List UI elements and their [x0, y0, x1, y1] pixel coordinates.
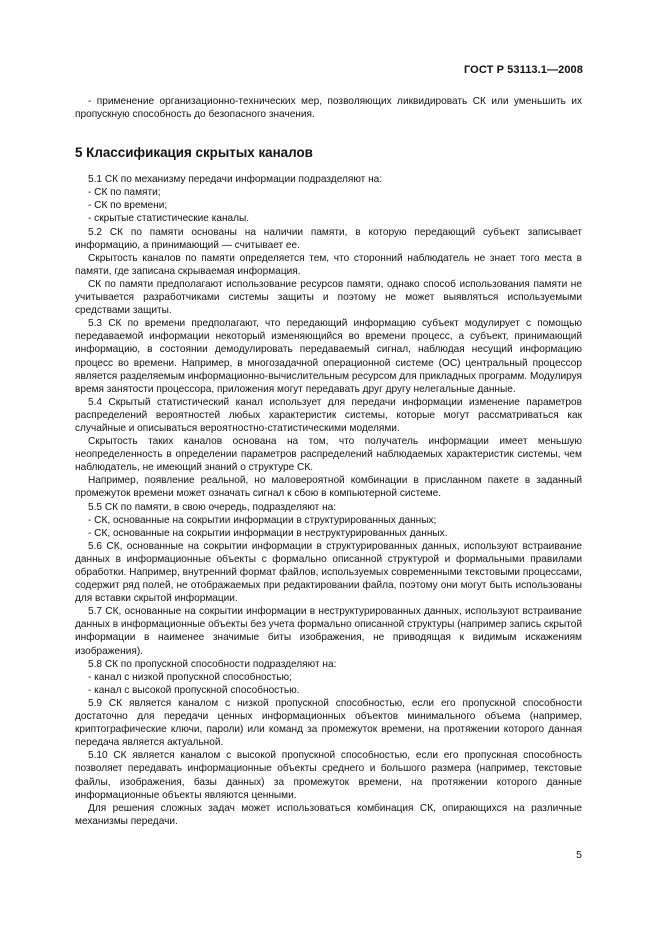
list-item: - канал с высокой пропускной способностью. [88, 684, 300, 696]
paragraph: Например, появление реальной, но маловероятной комбинации в присланном пакете в заданный промежуток времени может означать сигнал к сбою в компьютерной системе. [75, 475, 582, 500]
section-body [75, 173, 582, 828]
list-item: - скрытые статистические каналы. [88, 213, 250, 225]
list-item: - канал с низкой пропускной способностью; [88, 671, 292, 683]
paragraph-5-8: 5.8 СК по пропускной способности подразделяют на: [88, 658, 337, 670]
paragraph-5-7: 5.7 СК, основанные на сокрытии информации в неструктурированных данных, используют встраивание данных в информационные объекты без учета формально описанной структуры (например запись скрытой информации в наименее значимые биты изображения, не приводящая к видимым искажениям изображения). [75, 606, 582, 657]
list-item: - СК, основанные на сокрытии информации в структурированных данных; [88, 514, 437, 526]
intro-paragraph: - применение организационно-технических мер, позволяющих ликвидировать СК или уменьшить их пропускную способность до безопасного значения. [75, 96, 582, 121]
list-item: - СК по времени; [88, 200, 168, 212]
document-code: ГОСТ Р 53113.1—2008 [463, 64, 583, 76]
paragraph-5-5: 5.5 СК по памяти, в свою очередь, подразделяют на: [88, 501, 337, 513]
paragraph-5-4: 5.4 Скрытый статистический канал использует для передачи информации изменение параметров распределений вероятностей любых характеристик системы, которые могут рассматриваться как случайные и описываться вероятностно-статистическими моделями. [75, 396, 582, 434]
list-item: - СК по памяти; [88, 187, 161, 199]
paragraph: Скрытость таких каналов основана на том, что получатель информации имеет меньшую неопределенность в определении параметров распределений наблюдаемых характеристик системы, чем наблюдатель, не имеющий знаний о структуре СК. [75, 436, 582, 474]
page-number: 5 [576, 849, 582, 861]
paragraph: Для решения сложных задач может использоваться комбинация СК, опирающихся на различные механизмы передачи. [75, 802, 582, 827]
paragraph-5-9: 5.9 СК является каналом с низкой пропускной способностью, если его пропускной способности достаточно для передачи ценных информационных объектов минимального объема (например, криптографические ключи, пароли) или команд за промежуток времени, на протяжении которого данная передача является актуальной. [75, 697, 582, 749]
section-title: 5 Классификация скрытых каналов [75, 145, 313, 161]
paragraph-5-10: 5.10 СК является каналом с высокой пропускной способностью, если его пропускная способность позволяет передавать информационные объекты среднего и большого размера (например, текстовые файлы, изображения, базы данных) за промежуток времени, на протяжении которого данные информационные объекты являются ценными. [75, 750, 582, 801]
paragraph: Скрытость каналов по памяти определяется тем, что сторонний наблюдатель не знает того места в памяти, где записана скрываемая информация. [75, 252, 582, 277]
page-body [75, 95, 582, 828]
paragraph-5-6: 5.6 СК, основанные на сокрытии информации в структурированных данных, используют встраивание данных в информационные объекты с формально описанной структурой и формальными правилами обработки. Например, внутренний формат файлов, используемых современными текстовыми процессами, содержит ряд полей, не отображаемых при редактировании файла, поэтому они могут быть использованы для вставки скрытой информации. [75, 540, 582, 605]
paragraph-5-2: 5.2 СК по памяти основаны на наличии памяти, в которую передающий субъект записывает информацию, а принимающий — считывает ее. [75, 226, 582, 251]
paragraph-5-1: 5.1 СК по механизму передачи информации подразделяют на: [88, 174, 383, 186]
list-item: - СК, основанные на сокрытии информации в неструктурированных данных. [88, 527, 448, 539]
paragraph: СК по памяти предполагают использование ресурсов памяти, однако способ использования памяти не учитывается разработчиками системы защиты и поэтому не может выявляться используемыми средствами защиты. [75, 278, 582, 317]
paragraph-5-3: 5.3 СК по времени предполагают, что передающий информацию субъект модулирует с помощью передаваемой информации некоторый изменяющийся во времени процесс, а субъект, принимающий информацию, в состоянии демодулировать передаваемый сигнал, наблюдая несущий информацию процесс во времени. Например, в многозадачной операционной системе (ОС) центральный процессор является разделяемым информационно-вычислительным ресурсом для прикладных программ. Модулируя время занятости процессора, приложения могут передавать друг другу нелегальные данные. [75, 318, 582, 395]
